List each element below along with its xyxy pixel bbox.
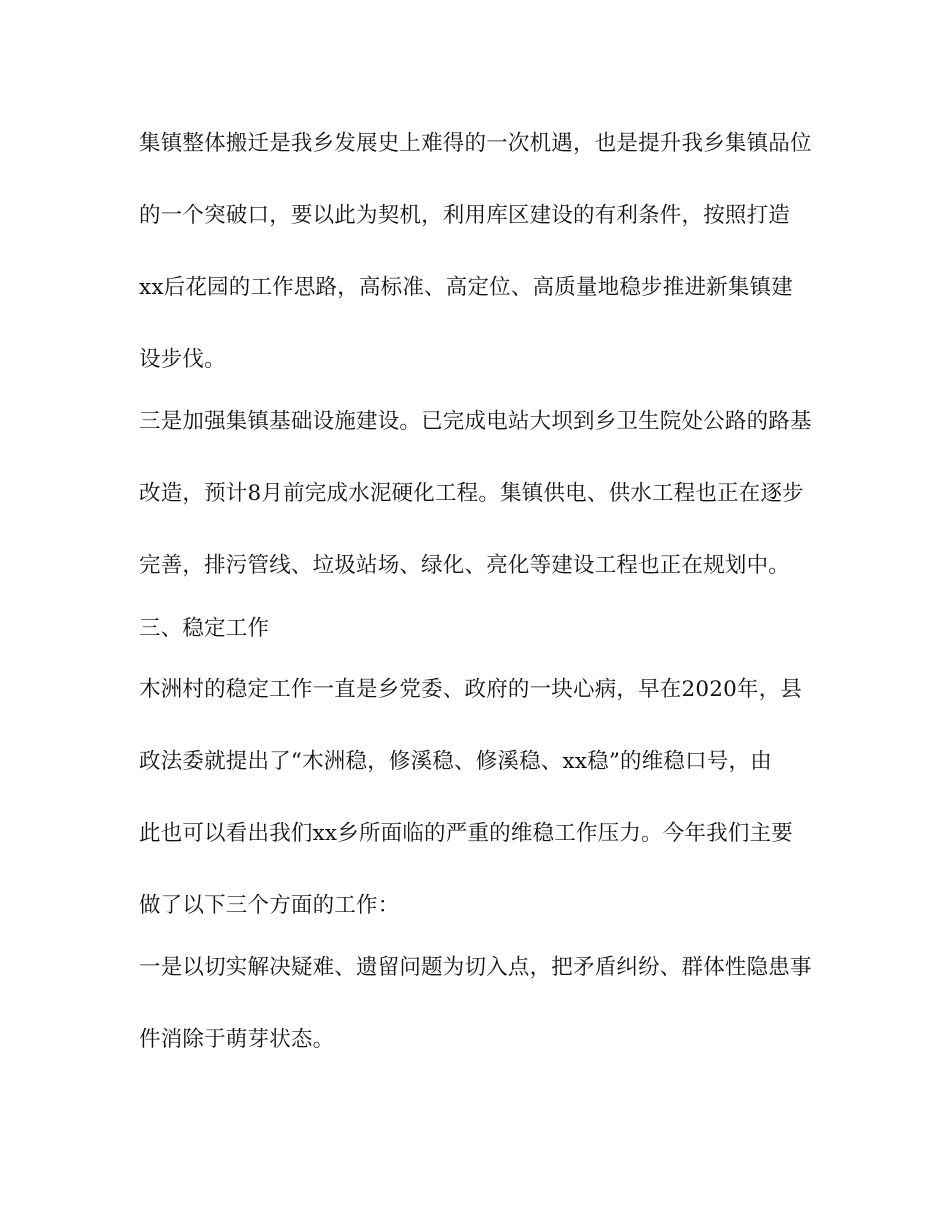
text-line: 政法委就提出了“木洲稳，修溪稳、修溪稳、xx稳”的维稳口号，由 bbox=[139, 749, 772, 774]
text-line: xx后花园的工作思路，高标准、高定位、高质量地稳步推进新集镇建 bbox=[139, 275, 793, 300]
text-line: 改造，预计8月前完成水泥硬化工程。集镇供电、供水工程也正在逐步 bbox=[139, 481, 804, 506]
text-line: 件消除于萌芽状态。 bbox=[139, 1027, 335, 1052]
section-heading: 三、稳定工作 bbox=[139, 616, 270, 641]
text-line: 设步伐。 bbox=[139, 347, 226, 372]
text-line: 三是加强集镇基础设施建设。已完成电站大坝到乡卫生院处公路的路基 bbox=[139, 409, 812, 434]
text-line: 的一个突破口，要以此为契机，利用库区建设的有利条件，按照打造 bbox=[139, 203, 791, 228]
text-line: 木洲村的稳定工作一直是乡党委、政府的一块心病，早在2020年，县 bbox=[139, 677, 803, 702]
text-line: 完善，排污管线、垃圾站场、绿化、亮化等建设工程也正在规划中。 bbox=[139, 553, 791, 578]
text-line: 做了以下三个方面的工作： bbox=[139, 893, 400, 918]
text-line: 此也可以看出我们xx乡所面临的严重的维稳工作压力。今年我们主要 bbox=[139, 821, 793, 846]
text-line: 集镇整体搬迁是我乡发展史上难得的一次机遇，也是提升我乡集镇品位 bbox=[139, 131, 812, 156]
text-line: 一是以切实解决疑难、遗留问题为切入点，把矛盾纠纷、群体性隐患事 bbox=[139, 955, 812, 980]
